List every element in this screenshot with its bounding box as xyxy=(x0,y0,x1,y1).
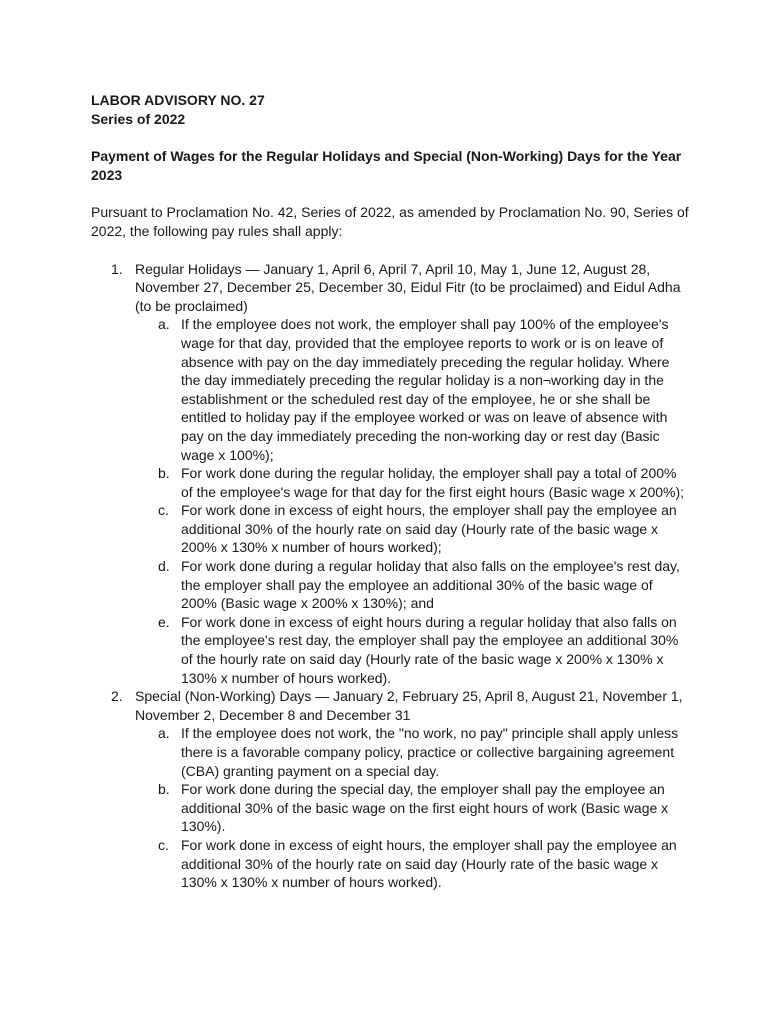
list-item xyxy=(135,464,691,501)
list-item xyxy=(135,613,691,687)
document-subject: Payment of Wages for the Regular Holidays and Special (Non-Working) Days for the Year 2023 xyxy=(91,148,682,183)
section-number: 2. xyxy=(111,688,123,705)
item-letter: e. xyxy=(158,613,170,630)
item-letter: b. xyxy=(158,781,170,798)
document-page xyxy=(91,91,691,892)
section-special-days xyxy=(91,687,691,892)
item-text: For work done in excess of eight hours, the employer shall pay the employee an additional 30% of the hourly rate on said day (Hourly rate of the basic wage x 130% x 130% x number of hours worked). xyxy=(181,836,677,891)
item-text: If the employee does not work, the "no work, no pay" principle shall apply unless there is a favorable company policy, practice or collective bargaining agreement (CBA) granting payment on a special day. xyxy=(181,725,679,779)
section-regular-holidays xyxy=(91,260,691,688)
list-item xyxy=(135,836,691,892)
section-number: 1. xyxy=(111,260,123,277)
list-item xyxy=(135,501,691,557)
item-text: For work done during a regular holiday that also falls on the employee's rest day, the employer shall pay the employee an additional 30% of the basic wage of 200% (Basic wage x 200% x 130%); and xyxy=(181,558,680,612)
item-text: For work done during the regular holiday, the employer shall pay a total of 200% of the employee's wage for that day for the first eight hours (Basic wage x 200%); xyxy=(181,465,685,500)
list-item xyxy=(135,557,691,613)
item-letter: c. xyxy=(158,502,169,519)
item-letter: d. xyxy=(158,558,170,575)
item-text: If the employee does not work, the employer shall pay 100% of the employee's wage for that day, provided that the employee reports to work or is on leave of absence with pay on the day immediately preceding the regular holiday. Where the day immediately preceding the regular holiday is a non¬working day in the establishment or the scheduled rest day of the employee, he or she shall be entitled to holiday pay if the employee worked or was on leave of absence with pay on the day immediately preceding the non-working day or rest day (Basic wage x 100%); xyxy=(181,316,670,463)
item-letter: c. xyxy=(158,836,169,853)
section-heading: Regular Holidays — January 1, April 6, April 7, April 10, May 1, June 12, August 28, November 27, December 25, December 30, Eidul Fitr (to be proclaimed) and Eidul Adha (to be proclaimed) xyxy=(135,260,681,314)
pay-rules-list xyxy=(91,260,691,892)
list-item xyxy=(135,780,691,836)
item-letter: a. xyxy=(158,316,170,333)
document-intro: Pursuant to Proclamation No. 42, Series of 2022, as amended by Proclamation No. 90, Series of 2022, the following pay rules shall apply: xyxy=(91,204,689,239)
item-text: For work done in excess of eight hours during a regular holiday that also falls on the employee's rest day, the employer shall pay the employee an additional 30% of the hourly rate on said day (Hourly rate of the basic wage x 200% x 130% x 130% x number of hours worked). xyxy=(181,613,679,686)
document-title xyxy=(91,91,691,128)
advisory-number: LABOR ADVISORY NO. 27 xyxy=(91,92,265,108)
section-items xyxy=(135,724,691,891)
section-heading: Special (Non-Working) Days — January 2, February 25, April 8, August 21, November 1, November 2, December 8 and December 31 xyxy=(135,688,683,723)
item-letter: b. xyxy=(158,465,170,482)
section-items xyxy=(135,315,691,687)
list-item xyxy=(135,315,691,464)
advisory-series: Series of 2022 xyxy=(91,110,186,127)
item-text: For work done during the special day, the employer shall pay the employee an additional 30% of the basic wage on the first eight hours of work (Basic wage x 130%). xyxy=(181,781,669,835)
list-item xyxy=(135,724,691,780)
item-letter: a. xyxy=(158,725,170,742)
item-text: For work done in excess of eight hours, the employer shall pay the employee an additional 30% of the hourly rate on said day (Hourly rate of the basic wage x 200% x 130% x number of hours worked); xyxy=(181,502,677,556)
